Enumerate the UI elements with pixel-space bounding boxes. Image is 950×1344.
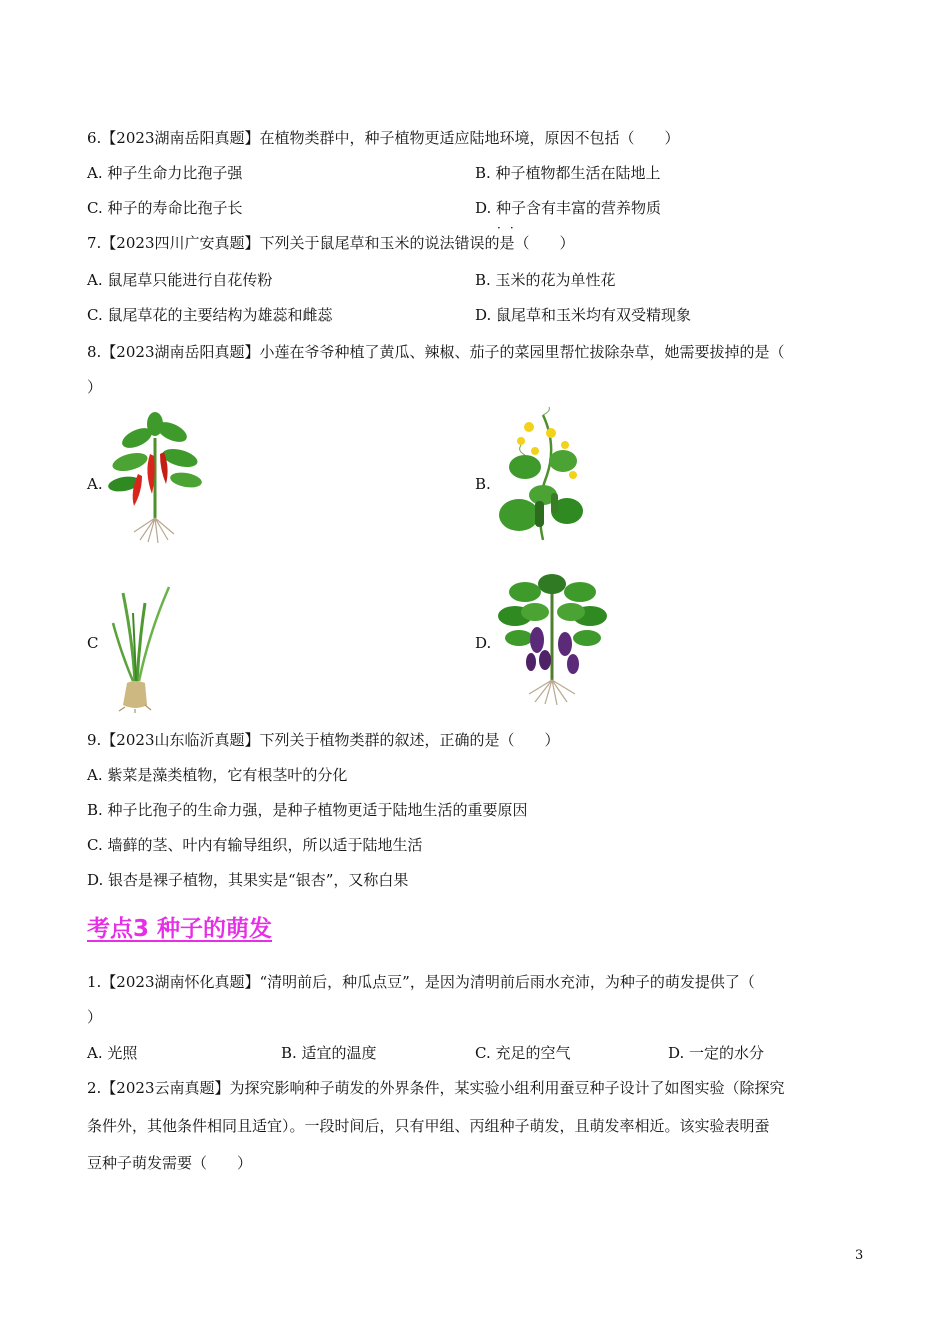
q7-option-b: B. 玉米的花为单性花 (475, 271, 616, 289)
eggplant-plant-image (495, 568, 610, 708)
emphasis-dots: ·· (497, 221, 523, 235)
section-heading: 考点3 种子的萌发 (87, 916, 273, 942)
weed-grass-image (105, 583, 175, 713)
q7-option-d: D. 鼠尾草和玉米均有双受精现象 (475, 306, 692, 324)
q6-option-c: C. 种子的寿命比孢子长 (87, 199, 243, 217)
q6-option-d: D. 种子含有丰富的营养物质 (475, 199, 662, 217)
q9-option-b: B. 种子比孢子的生命力强，是种子植物更适于陆地生活的重要原因 (87, 801, 528, 819)
s1-stem-cont: ） (87, 1008, 103, 1026)
s1-option-c: C. 充足的空气 (475, 1044, 571, 1062)
cucumber-vine-image (495, 405, 595, 545)
q8-stem-cont: ） (87, 378, 103, 396)
q6-stem: 6.【2023湖南岳阳真题】在植物类群中，种子植物更适应陆地环境，原因不包括（ ） (87, 129, 680, 147)
s2-line-2: 条件外，其他条件相同且适宜）。一段时间后，只有甲组、丙组种子萌发，且萌发率相近。该实验表明蚕 (87, 1117, 770, 1135)
s1-option-b: B. 适宜的温度 (281, 1044, 377, 1062)
q9-option-d: D. 银杏是裸子植物，其果实是“银杏”，又称白果 (87, 871, 409, 889)
q8-stem: 8.【2023湖南岳阳真题】小莲在爷爷种植了黄瓜、辣椒、茄子的菜园里帮忙拔除杂草，她需要拔掉的是（ (87, 343, 785, 361)
q7-stem: 7.【2023四川广安真题】下列关于鼠尾草和玉米的说法错误的是（ ） (87, 234, 575, 252)
s2-line-1: 2.【2023云南真题】为探究影响种子萌发的外界条件，某实验小组利用蚕豆种子设计了如图实验（除探究 (87, 1079, 785, 1097)
pepper-plant-image (100, 410, 210, 545)
s1-option-a: A. 光照 (87, 1044, 138, 1062)
q6-option-b: B. 种子植物都生活在陆地上 (475, 164, 661, 182)
q8-option-a: A. (87, 475, 103, 493)
q9-option-a: A. 紫菜是藻类植物，它有根茎叶的分化 (87, 766, 348, 784)
q7-option-c: C. 鼠尾草花的主要结构为雄蕊和雌蕊 (87, 306, 333, 324)
s1-option-d: D. 一定的水分 (668, 1044, 765, 1062)
q8-option-c: C (87, 634, 99, 652)
q8-option-d: D. (475, 634, 492, 652)
s2-line-3: 豆种子萌发需要（ ） (87, 1154, 253, 1172)
s1-stem: 1.【2023湖南怀化真题】“清明前后，种瓜点豆”，是因为清明前后雨水充沛，为种子的萌发提供了（ (87, 973, 755, 991)
q7-option-a: A. 鼠尾草只能进行自花传粉 (87, 271, 273, 289)
page-number: 3 (855, 1248, 864, 1263)
q8-option-b: B. (475, 475, 491, 493)
q9-option-c: C. 墙藓的茎、叶内有输导组织，所以适于陆地生活 (87, 836, 423, 854)
q6-option-a: A. 种子生命力比孢子强 (87, 164, 243, 182)
q9-stem: 9.【2023山东临沂真题】下列关于植物类群的叙述，正确的是（ ） (87, 731, 560, 749)
